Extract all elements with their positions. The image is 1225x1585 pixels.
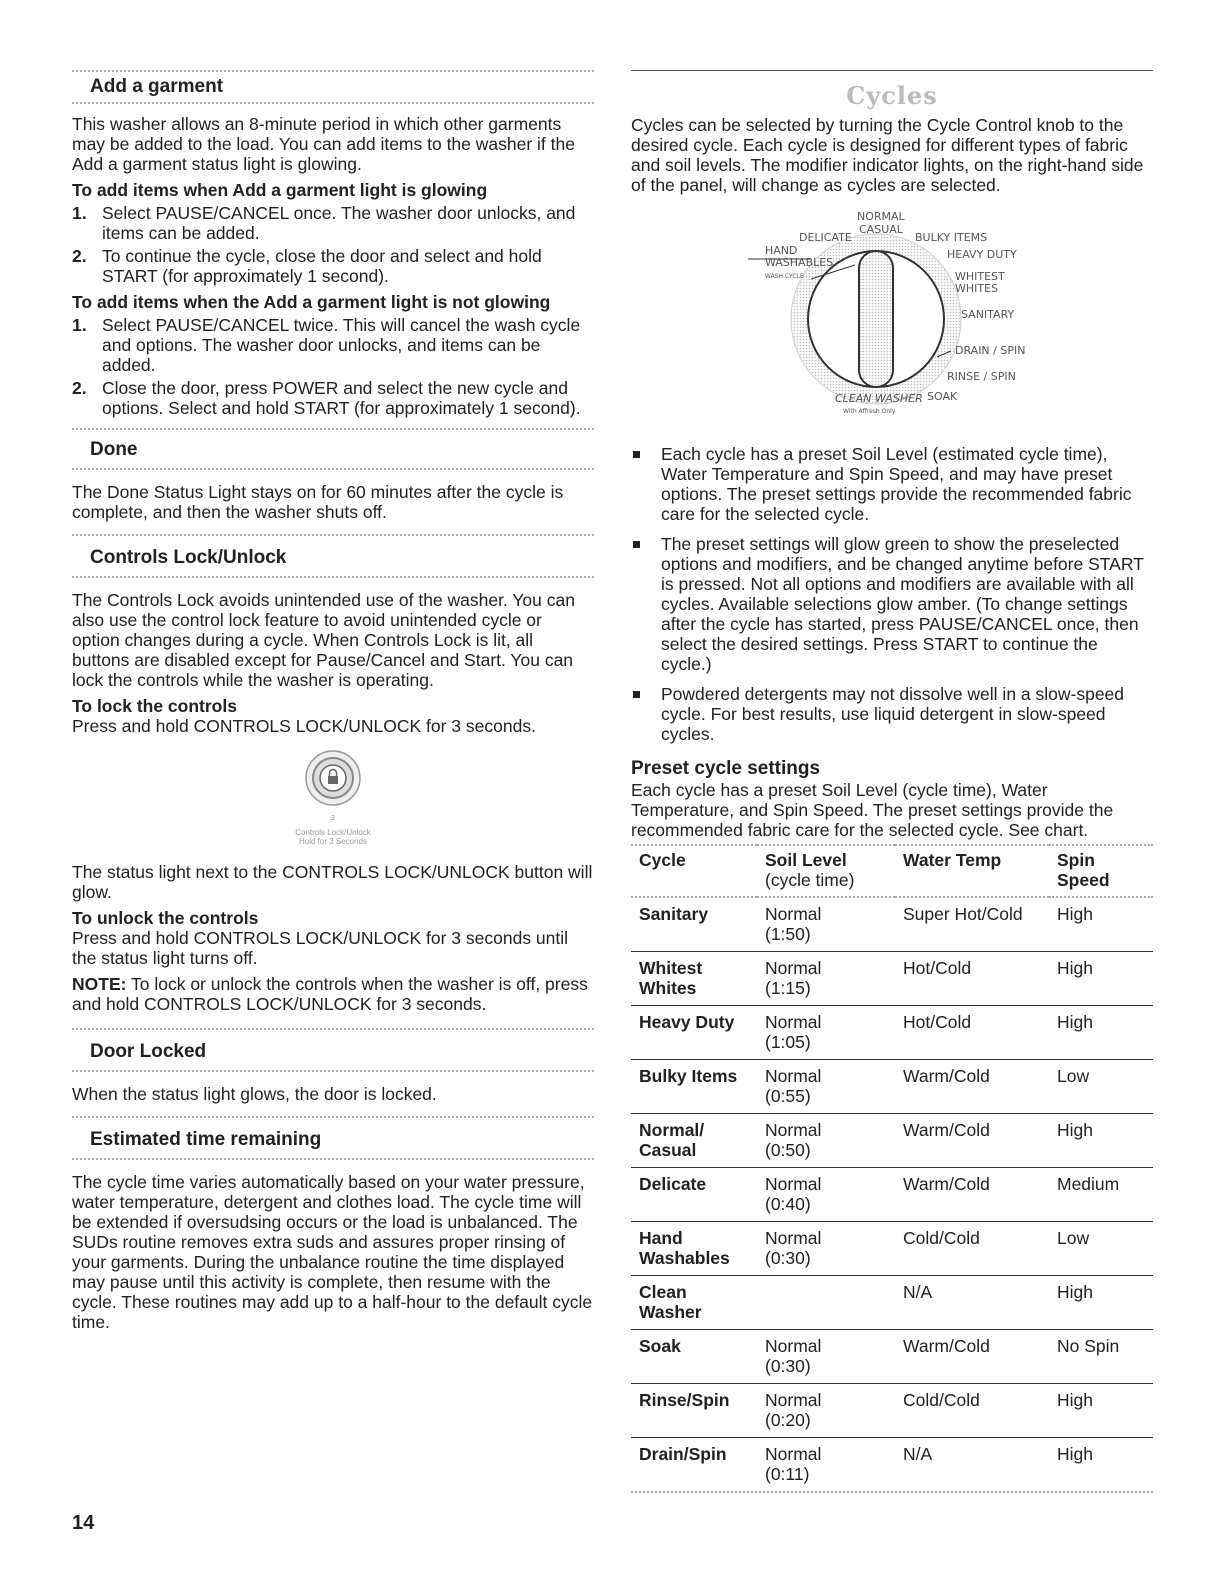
dial-label-bulky: BULKY ITEMS — [915, 231, 988, 244]
header-soil — [757, 845, 895, 897]
table-end-rule — [631, 1491, 1153, 1493]
table-row — [631, 1168, 1153, 1222]
done-section — [72, 428, 594, 522]
add-glowing-subtitle: To add items when Add a garment light is glowing — [72, 180, 488, 200]
header-cycle: Cycle — [639, 850, 686, 870]
list-item: The preset settings will glow green to show the preselected options and modifiers, and be changed anytime before START is pressed. Not all options and modifiers are available with all cycles. Available selections glow amber. (To change settings after the cycle has started, press PAUSE/CANCEL once, then select the desired settings. Press START to continue the cycle.) — [631, 534, 1153, 674]
dial-labels — [631, 209, 1153, 434]
cell-cycle: Soak — [639, 1336, 681, 1356]
cell-cycle: Clean Washer — [639, 1282, 702, 1322]
dial-label-hand: HAND — [765, 244, 798, 257]
dial-label-washables: WASHABLES — [765, 256, 834, 269]
cell-cycle: Whitest Whites — [639, 958, 703, 998]
cell-spin: High — [1057, 958, 1093, 978]
header-spin: Spin Speed — [1057, 850, 1110, 890]
caption-line: Hold for 3 Seconds — [298, 837, 368, 846]
list-item — [72, 246, 594, 286]
section-rule — [72, 468, 594, 470]
cell-soil-level: Normal — [765, 1174, 822, 1194]
table-row — [631, 1384, 1153, 1438]
header-soil-sub: (cycle time) — [765, 870, 855, 890]
step-text: Close the door, press POWER and select the new cycle and options. Select and hold START (for approximately 1 second). — [102, 378, 581, 418]
preset-table — [631, 844, 1153, 1491]
section-rule — [72, 576, 594, 578]
estimated-time-text: The cycle time varies automatically based on your water pressure, water temperature, detergent and clothes load. The cycle time will be extended if oversudsing occurs or the load is unbalanced. The SUDs routine removes extra suds and assures proper rinsing of your garments. During the unbalance routine the time displayed may pause until this activity is complete, then resume with the cycle. These routines may add up to a half-hour to the default cycle time. — [72, 1172, 593, 1332]
cell-soil-level: Normal — [765, 958, 822, 978]
dial-label-clean: CLEAN WASHER — [835, 392, 923, 405]
cell-cycle: Normal/ Casual — [639, 1120, 705, 1160]
cell-soil — [757, 1060, 895, 1114]
table-row — [631, 897, 1153, 952]
cycle-dial-figure — [631, 209, 1153, 434]
cell-soil-level: Normal — [765, 1444, 822, 1464]
done-text: The Done Status Light stays on for 60 minutes after the cycle is complete, and then the washer shuts off. — [72, 482, 564, 522]
cell-spin: High — [1057, 1444, 1093, 1464]
controls-lock-title: Controls Lock/Unlock — [90, 547, 287, 568]
table-row — [631, 1438, 1153, 1492]
cell-temp: Warm/Cold — [903, 1066, 990, 1086]
estimated-time-section — [72, 1116, 594, 1332]
cycles-intro: Cycles can be selected by turning the Cycle Control knob to the desired cycle. Each cycle is designed for different types of fabric and soil levels. The modifier indicator lights, on the right-hand side of the panel, will change as cycles are selected. — [631, 115, 1144, 195]
step-text: Select PAUSE/CANCEL once. The washer door unlocks, and items can be added. — [102, 203, 576, 243]
cell-spin: Low — [1057, 1228, 1090, 1248]
header-soil-label: Soil Level — [765, 850, 847, 870]
cell-soil — [757, 1276, 895, 1330]
cell-cycle-time: (1:50) — [765, 924, 811, 944]
unlock-subtitle: To unlock the controls — [72, 908, 259, 928]
table-row — [631, 1060, 1153, 1114]
dial-label-normal: NORMAL — [857, 210, 905, 223]
cell-cycle-time: (0:11) — [765, 1464, 810, 1484]
cell-soil — [757, 897, 895, 952]
table-row — [631, 1330, 1153, 1384]
cell-spin: No Spin — [1057, 1336, 1120, 1356]
door-locked-title: Door Locked — [90, 1041, 207, 1062]
preset-text: Each cycle has a preset Soil Level (cycle time), Water Temperature, and Spin Speed. The preset settings provide the recommended fabric care for the selected cycle. See chart. — [631, 780, 1114, 840]
list-item: Powdered detergents may not dissolve well in a slow-speed cycle. For best results, use liquid detergent in slow-speed cycles. — [631, 684, 1153, 744]
list-item — [72, 315, 594, 375]
cell-temp: Cold/Cold — [903, 1390, 980, 1410]
dial-label-whitest: WHITEST — [955, 270, 1005, 283]
cell-cycle-time: (0:40) — [765, 1194, 811, 1214]
cell-cycle: Heavy Duty — [639, 1012, 735, 1032]
cell-soil — [757, 1330, 895, 1384]
cell-soil-level: Normal — [765, 1012, 822, 1032]
preset-title: Preset cycle settings — [631, 758, 821, 779]
add-glowing-steps — [72, 203, 594, 286]
cell-temp: Super Hot/Cold — [903, 904, 1023, 924]
cell-soil-level: Normal — [765, 1336, 822, 1356]
add-not-glowing-steps — [72, 315, 594, 418]
cell-temp: N/A — [903, 1444, 933, 1464]
table-row — [631, 1114, 1153, 1168]
cell-temp: Cold/Cold — [903, 1228, 980, 1248]
cell-spin: High — [1057, 1012, 1093, 1032]
section-rule — [72, 1158, 594, 1160]
dial-label-casual: CASUAL — [859, 223, 903, 236]
svg-text:3: 3 — [330, 814, 336, 822]
cell-spin: High — [1057, 1390, 1093, 1410]
cell-cycle: Sanitary — [639, 904, 709, 924]
step-number: 1. — [72, 315, 87, 335]
section-rule — [72, 102, 594, 104]
table-row — [631, 1006, 1153, 1060]
table-body — [631, 897, 1153, 1491]
step-number: 2. — [72, 246, 87, 266]
cell-soil-level: Normal — [765, 1120, 822, 1140]
dial-label-soak: SOAK — [927, 390, 958, 403]
lock-text: Press and hold CONTROLS LOCK/UNLOCK for 3 seconds. — [72, 716, 536, 736]
cell-cycle: Rinse/Spin — [639, 1390, 730, 1410]
table-row — [631, 1276, 1153, 1330]
left-column — [72, 70, 594, 1332]
section-rule — [72, 1070, 594, 1072]
cell-cycle-time: (0:20) — [765, 1410, 811, 1430]
unlock-text: Press and hold CONTROLS LOCK/UNLOCK for 3 seconds until the status light turns off. — [72, 928, 569, 968]
cell-temp: Warm/Cold — [903, 1120, 990, 1140]
cell-cycle: Drain/Spin — [639, 1444, 727, 1464]
dial-label-whites: WHITES — [955, 282, 999, 295]
dial-label-affresh: With Affresh Only — [843, 408, 896, 415]
cell-cycle-time: (0:30) — [765, 1248, 811, 1268]
cell-spin: Low — [1057, 1066, 1090, 1086]
cell-cycle: Hand Washables — [639, 1228, 730, 1268]
dial-label-delicate: DELICATE — [799, 231, 852, 244]
cell-cycle-time: (1:05) — [765, 1032, 811, 1052]
estimated-time-title: Estimated time remaining — [90, 1129, 322, 1150]
list-item — [72, 203, 594, 243]
controls-lock-section — [72, 534, 594, 1014]
cell-temp: Hot/Cold — [903, 1012, 972, 1032]
dial-label-drain: DRAIN / SPIN — [955, 344, 1026, 357]
note-label: NOTE: — [72, 974, 127, 994]
cell-soil-level: Normal — [765, 1390, 822, 1410]
step-text: Select PAUSE/CANCEL twice. This will cancel the wash cycle and options. The washer door unlocks, and items can be added. — [102, 315, 581, 375]
cell-temp: N/A — [903, 1282, 933, 1302]
header-temp: Water Temp — [903, 850, 1002, 870]
cell-cycle-time: (0:30) — [765, 1356, 811, 1376]
cell-soil — [757, 1006, 895, 1060]
step-text: To continue the cycle, close the door and select and hold START (for approximately 1 second). — [102, 246, 542, 286]
cell-cycle: Bulky Items — [639, 1066, 738, 1086]
cell-soil — [757, 1222, 895, 1276]
cell-soil-level: Normal — [765, 1228, 822, 1248]
cycles-title: Cycles — [846, 81, 938, 110]
cell-temp: Warm/Cold — [903, 1174, 990, 1194]
cell-spin: High — [1057, 1282, 1093, 1302]
cell-soil — [757, 952, 895, 1006]
door-locked-text: When the status light glows, the door is locked. — [72, 1084, 437, 1104]
list-item: Each cycle has a preset Soil Level (estimated cycle time), Water Temperature and Spin Speed, and may have preset options. The preset settings provide the recommended fabric care for the selected cycle. — [631, 444, 1153, 524]
table-row — [631, 952, 1153, 1006]
page-number: 14 — [72, 1512, 95, 1534]
door-locked-section — [72, 1028, 594, 1104]
cell-cycle-time: (0:50) — [765, 1140, 811, 1160]
cell-temp: Warm/Cold — [903, 1336, 990, 1356]
cell-cycle: Delicate — [639, 1174, 707, 1194]
lock-button-icon — [288, 746, 378, 824]
controls-lock-text: The Controls Lock avoids unintended use of the washer. You can also use the control lock feature to avoid unintended cycle or option changes during a cycle. When Controls Lock is lit, all buttons are disabled except for Pause/Cancel and Start. You can lock the controls while the washer is operating. — [72, 590, 575, 690]
cell-spin: High — [1057, 904, 1093, 924]
step-number: 2. — [72, 378, 87, 398]
lock-subtitle: To lock the controls — [72, 696, 237, 716]
dial-label-rinse: RINSE / SPIN — [947, 370, 1016, 383]
cell-soil-level: Normal — [765, 1066, 822, 1086]
controls-lock-figure — [72, 746, 594, 854]
cell-soil — [757, 1438, 895, 1492]
table-row — [631, 1222, 1153, 1276]
cell-soil — [757, 1384, 895, 1438]
cell-temp: Hot/Cold — [903, 958, 972, 978]
table-header-row — [631, 845, 1153, 897]
caption-line: Controls Lock/Unlock — [295, 828, 371, 837]
cell-cycle-time: (1:15) — [765, 978, 811, 998]
cell-soil-level: Normal — [765, 904, 822, 924]
cell-soil — [757, 1168, 895, 1222]
top-rule — [631, 70, 1153, 71]
cell-spin: High — [1057, 1120, 1093, 1140]
add-garment-section — [72, 70, 594, 418]
right-column — [631, 70, 1153, 1493]
lock-button-caption — [248, 828, 418, 846]
cell-cycle-time: (0:55) — [765, 1086, 811, 1106]
dial-label-heavy: HEAVY DUTY — [947, 248, 1017, 261]
add-garment-title: Add a garment — [90, 76, 224, 97]
add-not-glowing-subtitle: To add items when the Add a garment light is not glowing — [72, 292, 551, 312]
dial-label-wash-cycle: WASH CYCLE — [765, 273, 804, 280]
add-garment-intro: This washer allows an 8-minute period in which other garments may be added to the load. You can add items to the washer if the Add a garment status light is glowing. — [72, 114, 575, 174]
cell-spin: Medium — [1057, 1174, 1120, 1194]
note-paragraph — [72, 974, 594, 1014]
list-item — [72, 378, 594, 418]
status-light-text: The status light next to the CONTROLS LOCK/UNLOCK button will glow. — [72, 862, 593, 902]
note-text: To lock or unlock the controls when the washer is off, press and hold CONTROLS LOCK/UNLOCK for 3 seconds. — [72, 974, 588, 1014]
cycle-bullets — [631, 444, 1153, 744]
step-number: 1. — [72, 203, 87, 223]
cell-soil — [757, 1114, 895, 1168]
dial-label-sanitary: SANITARY — [961, 308, 1015, 321]
done-title: Done — [90, 439, 138, 460]
